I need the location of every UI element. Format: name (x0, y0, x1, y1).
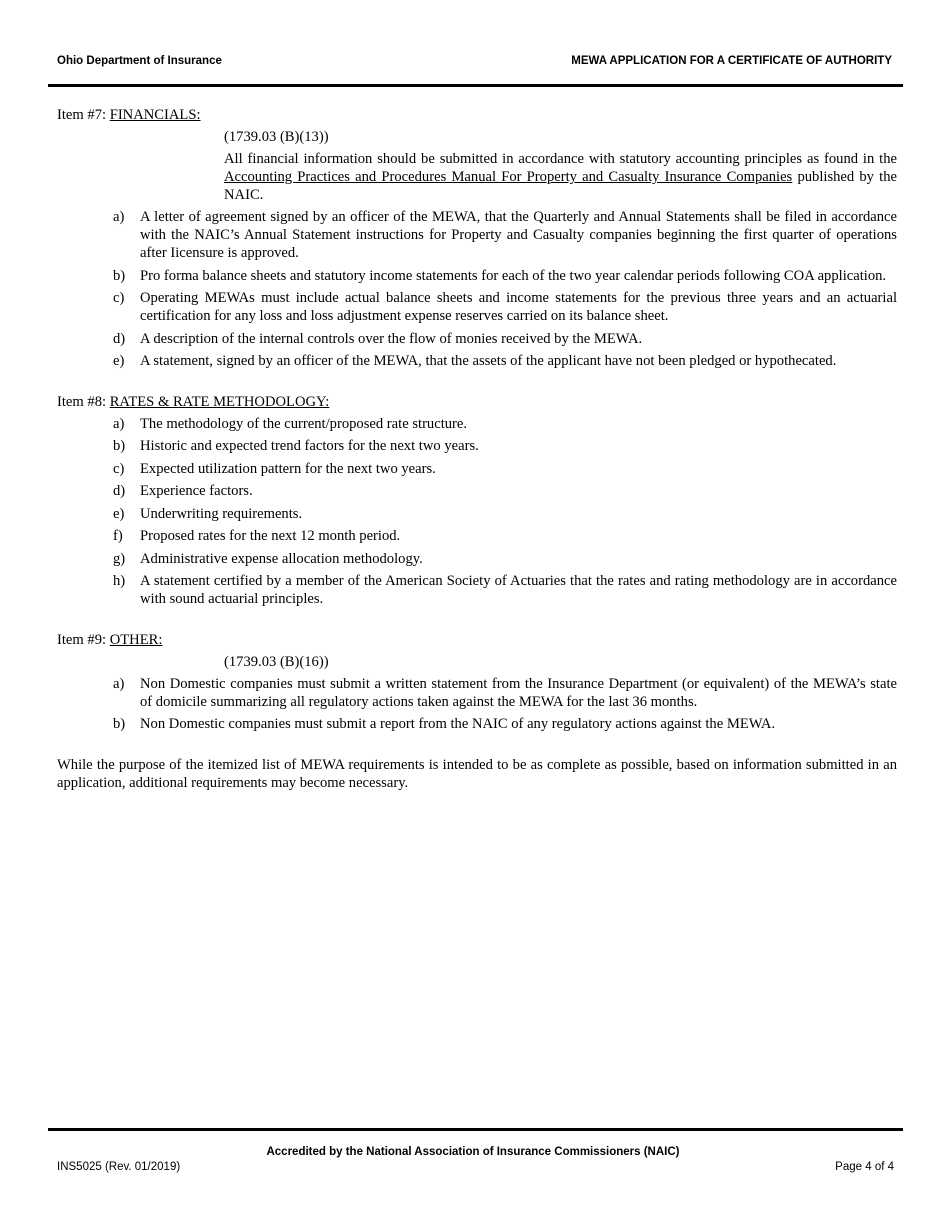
list-item: e) A statement, signed by an officer of the MEWA, that the assets of the applicant have not been pledged or hypothecated. (113, 353, 837, 369)
list-item: d) A description of the internal controls over the flow of monies received by the MEWA. (113, 330, 643, 347)
item-7-heading: Item #7: FINANCIALS: (57, 107, 201, 123)
footer-divider (48, 1128, 903, 1131)
list-item: b) Non Domestic companies must submit a report from the NAIC of any regulatory actions against the MEWA. (113, 716, 776, 732)
footer-page-number: Page 4 of 4 (835, 1161, 894, 1173)
closing-statement: While the purpose of the itemized list of MEWA requirements is intended to be as complete as possible, based on information submitted in an application, additional requirements may become necessary. (57, 756, 897, 791)
item-8-heading: Item #8: RATES & RATE METHODOLOGY: (57, 393, 330, 410)
list-item: a) The methodology of the current/proposed rate structure. (113, 415, 468, 432)
list-item: d) Experience factors. (113, 483, 253, 499)
manual-reference: Accounting Practices and Procedures Manual For Property and Casualty Insurance Companies (224, 169, 793, 185)
footer-accreditation: Accredited by the National Association of Insurance Commissioners (NAIC) (266, 1146, 680, 1158)
header-department: Ohio Department of Insurance (57, 55, 222, 67)
item-7-intro: All financial information should be submitted in accordance with statutory accounting principles as found in the Accounting Practices and Procedures Manual For Property and Casualty Insurance Companies published by the NAIC. (224, 151, 898, 203)
document-body (57, 106, 897, 792)
list-item: h) A statement certified by a member of the American Society of Actuaries that the rates and rating methodology are in accordance with sound actuarial principles. (113, 573, 897, 607)
list-item: a) Non Domestic companies must submit a written statement from the Insurance Department (or equivalent) of the MEWA’s state of domicile summarizing all regulatory actions taken against the MEWA for the last 36 months. (113, 675, 897, 710)
item-9-list (57, 675, 897, 734)
item-7-list (57, 208, 897, 370)
footer-form-number: INS5025 (Rev. 01/2019) (57, 1161, 181, 1173)
list-item: g) Administrative expense allocation methodology. (113, 550, 423, 567)
list-item: f) Proposed rates for the next 12 month period. (113, 528, 401, 544)
header-divider (48, 84, 903, 87)
list-item: b) Pro forma balance sheets and statutory income statements for each of the two year calendar periods following COA application. (113, 267, 887, 284)
list-item: a) A letter of agreement signed by an officer of the MEWA, that the Quarterly and Annual Statements shall be filed in accordance with the NAIC’s Annual Statement instructions for Property and Casualty companies beginning the first quarter of operations after Iicensure is approved. (113, 209, 897, 261)
list-item: b) Historic and expected trend factors for the next two years. (113, 438, 479, 454)
list-item: c) Operating MEWAs must include actual balance sheets and income statements for the previous three years and an actuarial certification for any loss and loss adjustment expense reserves carried on its balance sheet. (113, 290, 897, 324)
header-form-title: MEWA APPLICATION FOR A CERTIFICATE OF AUTHORITY (571, 55, 892, 67)
list-item: c) Expected utilization pattern for the next two years. (113, 460, 436, 477)
item-9-citation: (1739.03 (B)(16)) (224, 653, 329, 670)
item-7-citation: (1739.03 (B)(13)) (224, 129, 329, 145)
item-9-heading: Item #9: OTHER: (57, 631, 163, 648)
item-8-list (57, 415, 897, 609)
list-item: e) Underwriting requirements. (113, 505, 303, 522)
